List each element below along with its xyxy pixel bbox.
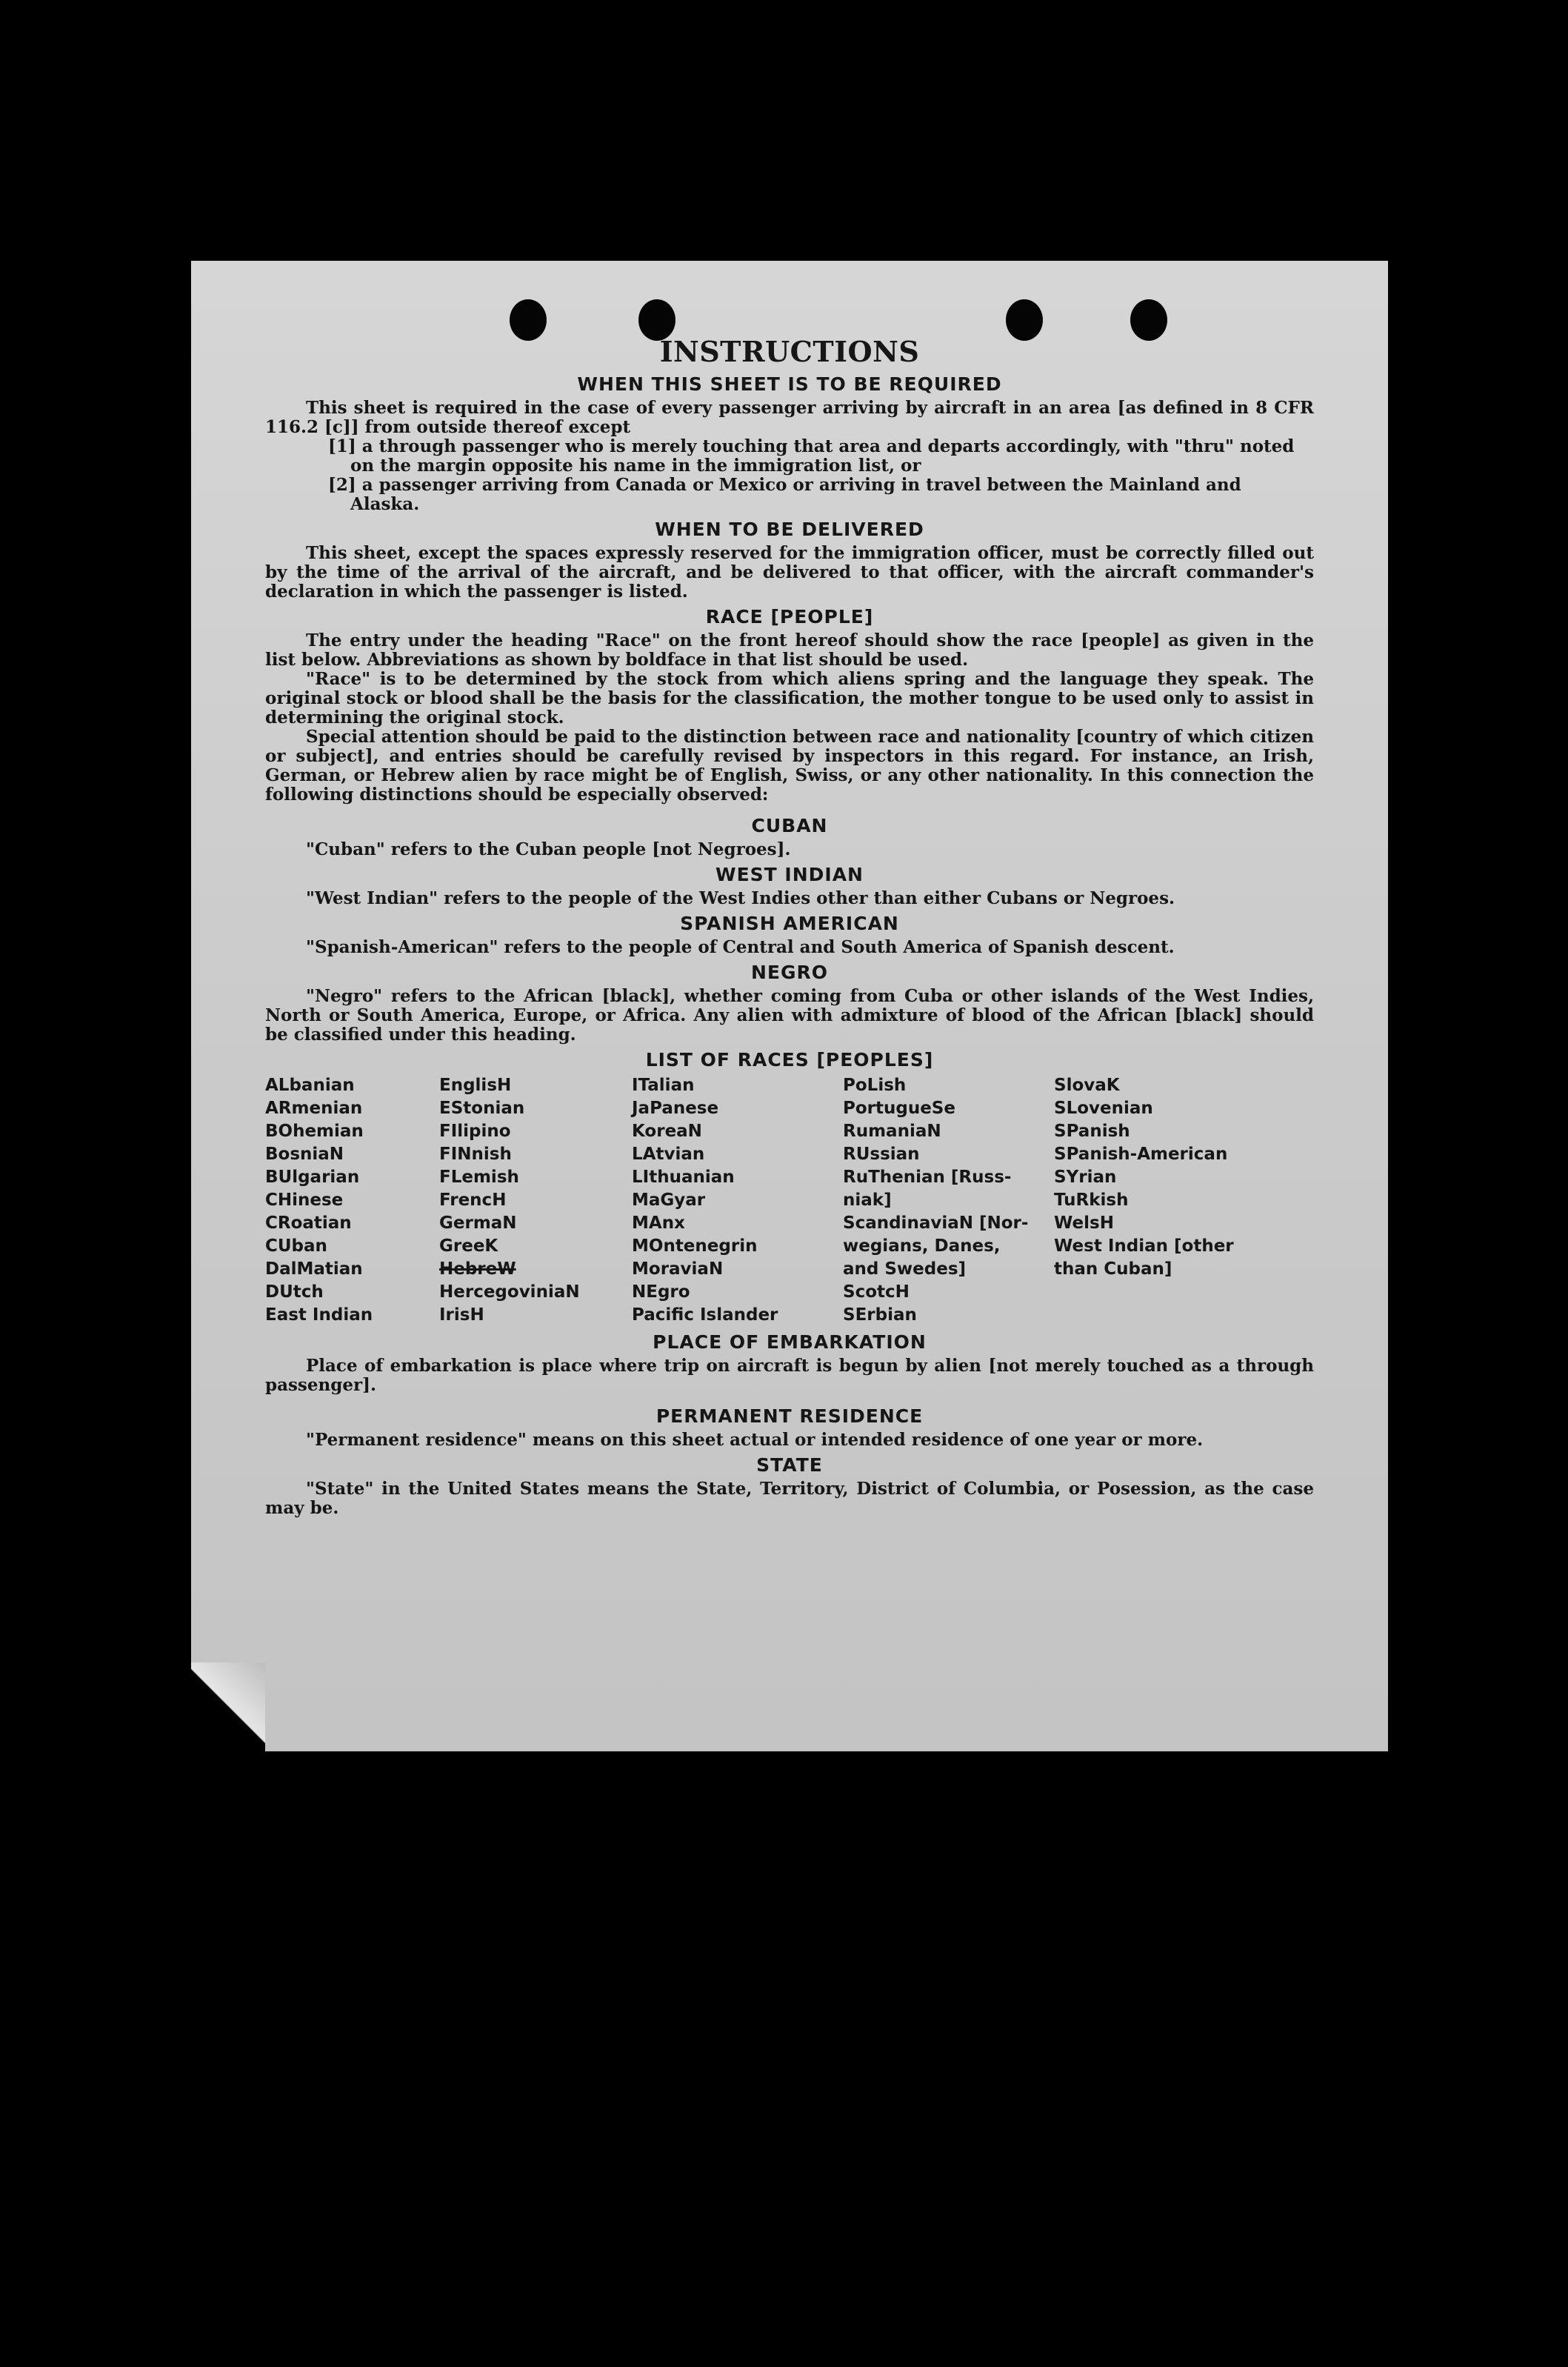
heading-when-required: WHEN THIS SHEET IS TO BE REQUIRED bbox=[577, 373, 1002, 395]
race-entry: FINnish bbox=[439, 1145, 512, 1164]
race-entry: LAtvian bbox=[632, 1145, 705, 1164]
folded-corner bbox=[191, 1662, 265, 1751]
race-entry: ITalian bbox=[632, 1076, 695, 1095]
residence-text: "Permanent residence" means on this sheet actual or intended residence of one year or more. bbox=[306, 1430, 1204, 1450]
race-entry: LIthuanian bbox=[632, 1168, 735, 1187]
race-entry: GreeK bbox=[439, 1236, 498, 1256]
heading-permanent-residence: PERMANENT RESIDENCE bbox=[655, 1405, 924, 1427]
race-entry: RUssian bbox=[843, 1145, 920, 1164]
race-entry: CHinese bbox=[265, 1191, 344, 1210]
spanish-american-text: "Spanish-American" refers to the people of Central and South America of Spanish descent. bbox=[306, 937, 1175, 957]
race-entry: GermaN bbox=[439, 1214, 517, 1233]
race-entry: ARmenian bbox=[265, 1099, 363, 1118]
race-entry: CUban bbox=[265, 1236, 327, 1256]
race-entry: JaPanese bbox=[632, 1099, 719, 1118]
race-entry: West Indian [other than Cuban] bbox=[1054, 1236, 1234, 1279]
race-entry: IrisH bbox=[439, 1305, 484, 1325]
race-entry: FIlipino bbox=[439, 1122, 511, 1141]
negro-text: "Negro" refers to the African [black], whether coming from Cuba or other islands of the West Indies, North or South America, Europe, or Africa. Any alien with admixture of blood of the African [black] should be classified under this heading. bbox=[265, 986, 1314, 1045]
race-entry: BUlgarian bbox=[265, 1168, 360, 1187]
race-entry: DUtch bbox=[265, 1282, 324, 1302]
race-entry: SLovenian bbox=[1054, 1099, 1153, 1118]
heading-embarkation: PLACE OF EMBARKATION bbox=[653, 1331, 927, 1353]
race-entry: PoLish bbox=[843, 1076, 907, 1095]
race-entry: HercegoviniaN bbox=[439, 1282, 580, 1302]
exception-item-2: [2] a passenger arriving from Canada or Mexico or arriving in travel between the Mainland and Alaska. bbox=[328, 475, 1241, 514]
race-entry: SlovaK bbox=[1054, 1076, 1120, 1095]
race-entry: MoraviaN bbox=[632, 1259, 724, 1279]
heading-when-delivered: WHEN TO BE DELIVERED bbox=[655, 519, 924, 540]
race-paragraph-3: Special attention should be paid to the distinction between race and nationality [country of which citizen or subject], and entries should be carefully revised by inspectors in this regard. For instance, an Irish, German, or Hebrew alien by race might be of English, Swiss, or any other nationality. In this connection the following distinctions should be especially observed: bbox=[265, 727, 1314, 805]
races-list bbox=[265, 1074, 1314, 1327]
races-column bbox=[1054, 1074, 1291, 1327]
race-entry: SPanish-American bbox=[1054, 1145, 1228, 1164]
race-entry: SYrian bbox=[1054, 1168, 1117, 1187]
race-entry: PortugueSe bbox=[843, 1099, 955, 1118]
race-entry: MAnx bbox=[632, 1214, 685, 1233]
race-entry: ScotcH bbox=[843, 1282, 910, 1302]
race-entry: FrencH bbox=[439, 1191, 507, 1210]
race-entry: EStonian bbox=[439, 1099, 525, 1118]
race-entry-struck: HebreW bbox=[439, 1259, 516, 1279]
cuban-text: "Cuban" refers to the Cuban people [not Negroes]. bbox=[306, 839, 791, 859]
race-entry: DalMatian bbox=[265, 1259, 363, 1279]
race-entry: SErbian bbox=[843, 1305, 917, 1325]
heading-west-indian: WEST INDIAN bbox=[715, 864, 864, 885]
races-column bbox=[265, 1074, 439, 1327]
races-column bbox=[632, 1074, 843, 1327]
race-entry: ScandinaviaN [Nor- wegians, Danes, and Swedes] bbox=[843, 1214, 1029, 1279]
race-paragraph-2: "Race" is to be determined by the stock from which aliens spring and the language they speak. The original stock or blood shall be the basis for the classification, the mother tongue to be used only to assist in determining the original stock. bbox=[265, 669, 1314, 728]
race-entry: BosniaN bbox=[265, 1145, 344, 1164]
race-entry: ALbanian bbox=[265, 1076, 355, 1095]
heading-spanish-american: SPANISH AMERICAN bbox=[680, 913, 899, 934]
instruction-sheet bbox=[191, 261, 1388, 1751]
instructions-content bbox=[265, 335, 1314, 1518]
race-entry: MaGyar bbox=[632, 1191, 706, 1210]
race-entry: Pacific Islander bbox=[632, 1305, 778, 1325]
when-required-text: This sheet is required in the case of every passenger arriving by aircraft in an area [as defined in 8 CFR 116.2 [c]] from outside thereof except bbox=[265, 398, 1314, 437]
race-entry: SPanish bbox=[1054, 1122, 1130, 1141]
race-entry: East Indian bbox=[265, 1305, 373, 1325]
races-column bbox=[439, 1074, 632, 1327]
state-text: "State" in the United States means the State, Territory, District of Columbia, or Posession, as the case may be. bbox=[265, 1479, 1314, 1518]
heading-cuban: CUBAN bbox=[751, 815, 828, 836]
race-entry: NEgro bbox=[632, 1282, 690, 1302]
heading-state: STATE bbox=[756, 1454, 823, 1476]
heading-list-of-races: LIST OF RACES [PEOPLES] bbox=[645, 1049, 934, 1071]
embarkation-text: Place of embarkation is place where trip on aircraft is begun by alien [not merely touched as a through passenger]. bbox=[265, 1356, 1314, 1395]
page-title: INSTRUCTIONS bbox=[659, 335, 920, 368]
race-entry: BOhemian bbox=[265, 1122, 364, 1141]
race-entry: KoreaN bbox=[632, 1122, 702, 1141]
race-entry: WelsH bbox=[1054, 1214, 1114, 1233]
race-paragraph-1: The entry under the heading "Race" on the front hereof should show the race [people] as given in the list below. Abbreviations as shown by boldface in that list should be used. bbox=[265, 630, 1314, 670]
races-column bbox=[843, 1074, 1054, 1327]
race-entry: RuThenian [Russ- niak] bbox=[843, 1168, 1012, 1210]
heading-negro: NEGRO bbox=[750, 962, 829, 983]
west-indian-text: "West Indian" refers to the people of the West Indies other than either Cubans or Negroes. bbox=[306, 888, 1175, 908]
race-entry: TuRkish bbox=[1054, 1191, 1129, 1210]
when-delivered-text: This sheet, except the spaces expressly reserved for the immigration officer, must be correctly filled out by the time of the arrival of the aircraft, and be delivered to that officer, with the aircraft commander's declaration in which the passenger is listed. bbox=[265, 543, 1314, 602]
exception-item-1: [1] a through passenger who is merely touching that area and departs accordingly, with "thru" noted on the margin opposite his name in the immigration list, or bbox=[328, 436, 1295, 476]
race-entry: CRoatian bbox=[265, 1214, 352, 1233]
heading-race: RACE [PEOPLE] bbox=[705, 606, 874, 627]
race-entry: RumaniaN bbox=[843, 1122, 941, 1141]
race-entry: EnglisH bbox=[439, 1076, 512, 1095]
race-entry: FLemish bbox=[439, 1168, 519, 1187]
race-entry: MOntenegrin bbox=[632, 1236, 758, 1256]
